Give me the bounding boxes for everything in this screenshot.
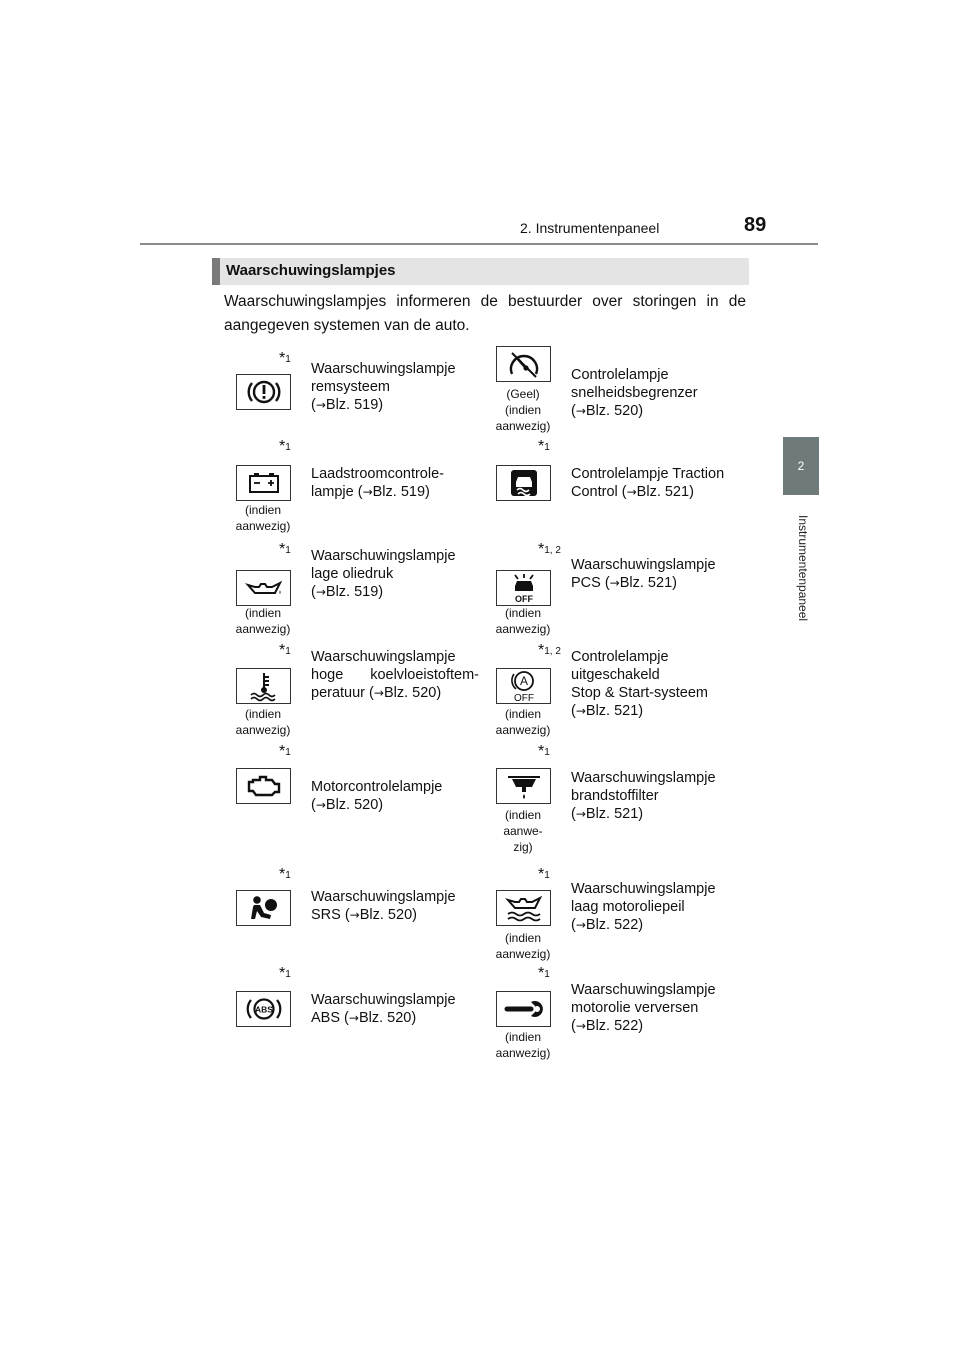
section-intro: Waarschuwingslampjes informeren de bestuurder over storingen in de aangegeven systemen van de auto. [224,293,746,334]
section-heading-accent [212,258,220,285]
footnote-asterisk: * [279,866,286,883]
indicator-icon-box [236,668,291,704]
footnote-number: 1 [544,969,550,980]
indicator-description [571,556,741,592]
indicator-icon-box [236,465,291,501]
availability-note [480,605,566,637]
description-line: (→Blz. 521) [571,703,644,719]
note-line: (indien [244,606,282,620]
indicator-description [311,360,479,414]
description-line: (→Blz. 520) [311,797,384,813]
indicator-icon-box [496,890,551,926]
chapter-tab[interactable] [783,437,819,495]
battery-icon [246,470,282,496]
description-line: snelheidsbegrenzer [571,385,698,401]
page-reference[interactable]: Blz. 522) [585,917,644,933]
indicator-description [571,465,741,501]
footnote-marker [538,866,550,884]
footnote-number: 1 [544,747,550,758]
description-line: Controlelampje Traction [571,466,725,482]
description-line: Controlelampje [571,649,669,665]
note-line: aanwezig) [495,622,551,636]
abs-icon [244,994,284,1024]
note-line: (indien [504,707,542,721]
icon-label: OFF [513,693,534,703]
note-line: zig) [513,840,533,854]
footnote-marker [538,743,550,761]
indicator-description [571,648,741,720]
oil-change-wrench-icon [503,997,545,1021]
description-line: lampje (→Blz. 519) [311,484,430,500]
indicator-description [571,366,741,420]
description-line: Waarschuwingslampje [571,881,716,897]
icon-label: A [519,674,528,688]
page-reference-arrow: → [575,1019,586,1033]
footnote-asterisk: * [538,743,545,760]
page-reference-arrow: → [575,404,586,418]
description-line: hoge koelvloeistoftem- [311,667,479,683]
footnote-marker [279,350,291,368]
footnote-marker [279,642,291,660]
footnote-asterisk: * [538,541,545,558]
description-line: PCS (→Blz. 521) [571,575,677,591]
availability-note [480,386,566,434]
description-line: (→Blz. 522) [571,917,644,933]
low-oil-level-icon [504,894,544,922]
page-reference[interactable]: Blz. 521) [636,484,694,500]
page-reference[interactable]: Blz. 520) [359,907,417,923]
page-reference-arrow: → [349,908,360,922]
indicator-description [311,648,479,702]
indicator-description [311,991,479,1027]
indicator-icon-box [236,890,291,926]
page-number: 89 [744,214,767,236]
page-reference[interactable]: Blz. 520) [383,685,442,701]
page-reference[interactable]: Blz. 519) [372,484,430,500]
description-line: ABS (→Blz. 520) [311,1010,417,1026]
note-line: aanwe- [503,824,543,838]
note-line: (indien [504,931,542,945]
description-line: Controlelampje [571,367,669,383]
footnote-number: 1 [285,969,291,980]
page-reference-arrow: → [575,704,586,718]
traction-control-icon [509,468,539,498]
brake-system-icon [247,377,281,407]
page-reference[interactable]: Blz. 521) [585,806,644,822]
footnote-marker [538,642,561,660]
page-reference[interactable]: Blz. 519) [325,584,384,600]
footnote-marker [538,541,561,559]
indicator-description [311,547,479,601]
footnote-number: 1 [285,646,291,657]
description-line: Waarschuwingslampje [571,557,716,573]
fuel-filter-icon [504,772,544,800]
description-line: Motorcontrolelampje [311,779,443,795]
indicator-icon-box [496,346,551,382]
description-line: (→Blz. 519) [311,584,384,600]
footnote-number: 1 [544,442,550,453]
indicator-icon-box [236,991,291,1027]
footnote-number: 1 [285,442,291,453]
page-reference[interactable]: Blz. 519) [325,397,384,413]
description-line: Waarschuwingslampje [311,992,456,1008]
icon-label: ABS [254,1004,273,1015]
footnote-asterisk: * [279,965,286,982]
footnote-asterisk: * [279,541,286,558]
footnote-number: 1 [285,747,291,758]
page-reference-arrow: → [373,686,384,700]
footnote-number: 1, 2 [544,545,561,556]
footnote-marker [279,743,291,761]
pcs-off-icon [506,572,542,604]
page-reference[interactable]: Blz. 520) [585,403,644,419]
indicator-description [311,465,479,501]
note-line: aanwezig) [495,419,551,433]
chapter-title: 2. Instrumentenpaneel [520,220,660,236]
description-line: lage oliedruk [311,566,394,582]
note-line: (indien [244,503,282,517]
indicator-icon-box [496,768,551,804]
page-reference[interactable]: Blz. 521) [585,703,644,719]
indicator-icon-box [496,991,551,1027]
description-line: Waarschuwingslampje [311,889,456,905]
footnote-number: 1 [285,545,291,556]
description-line: Stop & Start-systeem [571,685,708,701]
description-line: uitgeschakeld [571,667,660,683]
footnote-marker [538,438,550,456]
srs-airbag-icon [247,893,281,923]
oil-pressure-icon [244,577,284,599]
description-line: peratuur (→Blz. 520) [311,685,442,701]
availability-note [480,807,566,855]
page-reference[interactable]: Blz. 520) [358,1010,417,1026]
section-title: Waarschuwingslampjes [226,262,396,279]
check-engine-icon [244,773,284,799]
page-reference[interactable]: Blz. 521) [619,575,677,591]
indicator-description [311,778,479,814]
note-line: (indien [504,403,542,417]
speed-limiter-icon [506,349,542,379]
note-line: aanwezig) [235,723,291,737]
footnote-asterisk: * [538,866,545,883]
description-line: Waarschuwingslampje [311,361,456,377]
description-line: motorolie verversen [571,1000,699,1016]
note-line: (indien [504,808,542,822]
footnote-number: 1 [285,354,291,365]
availability-note [480,930,566,962]
indicator-icon-box [236,374,291,410]
description-line: (→Blz. 519) [311,397,384,413]
footnote-asterisk: * [279,743,286,760]
page-reference-arrow: → [315,585,326,599]
indicator-description [571,880,741,934]
note-line: aanwezig) [235,519,291,533]
footnote-asterisk: * [279,438,286,455]
description-line: (→Blz. 520) [571,403,644,419]
chapter-tab-number: 2 [797,459,805,473]
header-rule [140,243,818,245]
description-line: Laadstroomcontrole- [311,466,444,482]
availability-note [220,605,306,637]
footnote-asterisk: * [538,438,545,455]
page-reference[interactable]: Blz. 522) [585,1018,644,1034]
description-line: Waarschuwingslampje [571,770,716,786]
footnote-asterisk: * [538,965,545,982]
description-line: brandstoffilter [571,788,659,804]
note-line: aanwezig) [495,1046,551,1060]
indicator-icon-box [236,768,291,804]
description-line: (→Blz. 521) [571,806,644,822]
footnote-number: 1 [285,870,291,881]
footnote-asterisk: * [538,642,545,659]
coolant-temperature-icon [247,670,281,702]
indicator-icon-box [496,465,551,501]
description-line: Waarschuwingslampje [311,548,456,564]
availability-note [220,706,306,738]
page-reference-arrow: → [575,807,586,821]
footnote-marker [279,438,291,456]
footnote-marker [279,541,291,559]
page-reference-arrow: → [315,798,326,812]
note-line: (indien [504,1030,542,1044]
page-reference-arrow: → [626,485,637,499]
availability-note [480,706,566,738]
footnote-asterisk: * [279,350,286,367]
note-line: aanwezig) [495,947,551,961]
footnote-marker [279,965,291,983]
page-reference-arrow: → [609,576,620,590]
description-line: SRS (→Blz. 520) [311,907,417,923]
description-line: (→Blz. 522) [571,1018,644,1034]
stop-start-off-icon [507,669,541,703]
indicator-icon-box [236,570,291,606]
description-line: laag motoroliepeil [571,899,685,915]
page-reference-arrow: → [315,398,326,412]
footnote-marker [538,965,550,983]
indicator-description [571,769,741,823]
description-line: Waarschuwingslampje [311,649,456,665]
indicator-icon-box [496,570,551,606]
availability-note [220,502,306,534]
indicator-description [571,981,741,1035]
note-line: aanwezig) [495,723,551,737]
page-reference-arrow: → [348,1011,359,1025]
footnote-number: 1, 2 [544,646,561,657]
icon-label: OFF [514,594,533,604]
description-line: Waarschuwingslampje [571,982,716,998]
description-line: Control (→Blz. 521) [571,484,694,500]
availability-note [480,1029,566,1061]
note-line: aanwezig) [235,622,291,636]
page-reference-arrow: → [575,918,586,932]
note-line: (indien [504,606,542,620]
chapter-tab-label: Instrumentenpaneel [796,515,810,622]
footnote-marker [279,866,291,884]
footnote-asterisk: * [279,642,286,659]
indicator-icon-box [496,668,551,704]
page-reference[interactable]: Blz. 520) [325,797,384,813]
note-line: (indien [244,707,282,721]
description-line: remsysteem [311,379,390,395]
footnote-number: 1 [544,870,550,881]
note-line: (Geel) [506,387,540,401]
page-reference-arrow: → [362,485,373,499]
indicator-description [311,888,479,924]
